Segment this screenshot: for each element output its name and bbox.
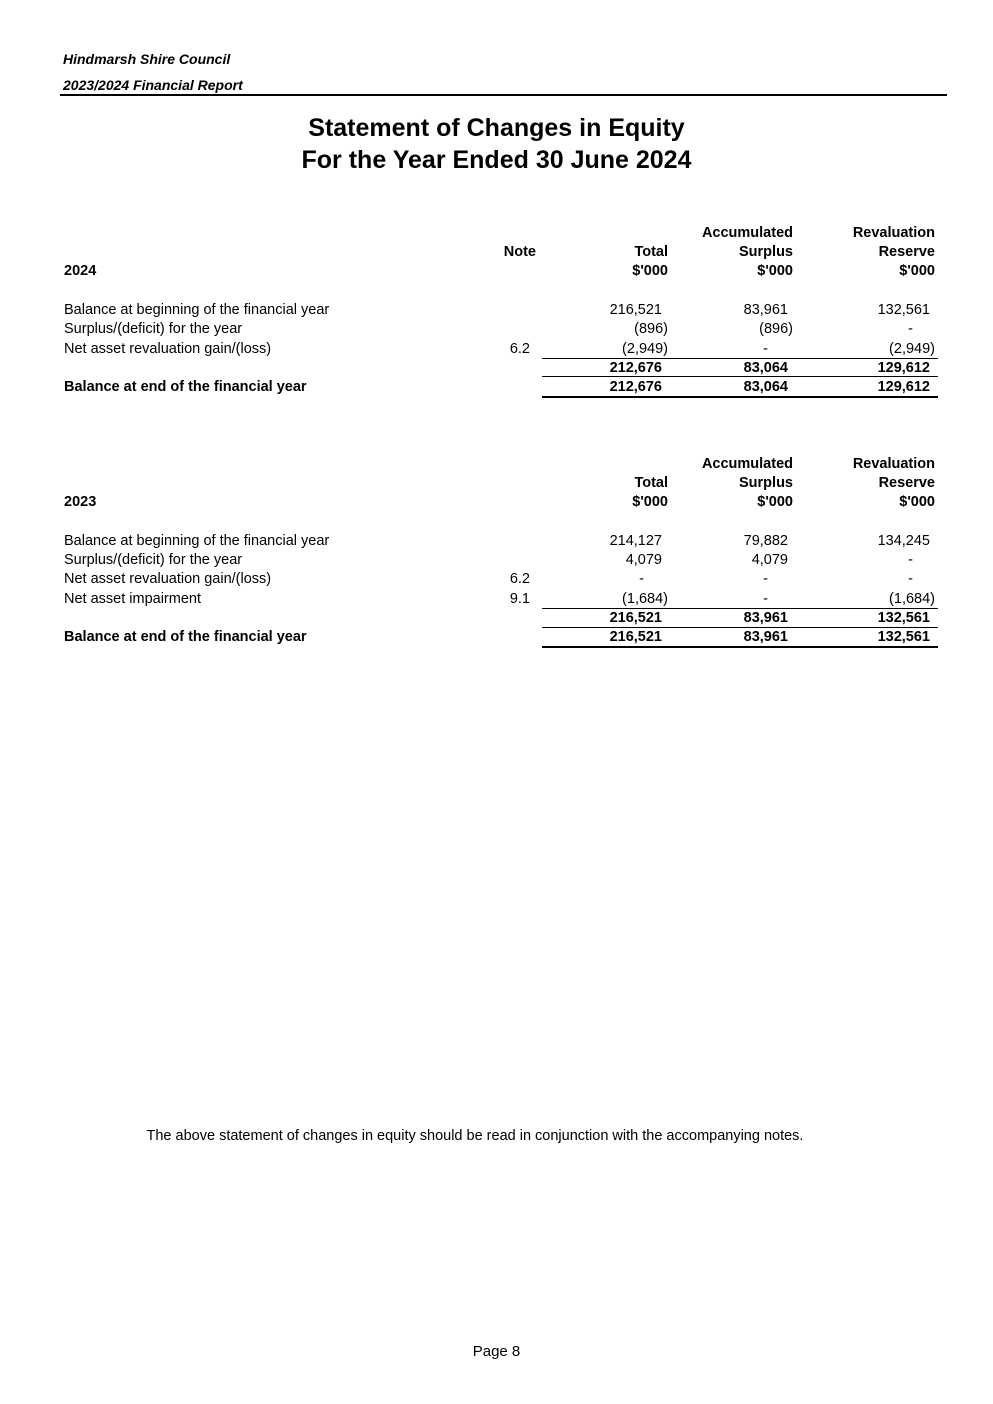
row-label: Balance at beginning of the financial year (64, 302, 330, 318)
row-accumulated: - (763, 341, 768, 357)
col-header-reserve: Reserve (878, 244, 935, 260)
row-label: Balance at beginning of the financial year (64, 533, 330, 549)
header-divider (60, 94, 947, 96)
row-total: 216,521 (609, 302, 662, 318)
closing-total: 216,521 (609, 629, 662, 645)
row-reserve: - (908, 571, 913, 587)
row-reserve: 134,245 (877, 533, 930, 549)
organisation-name: Hindmarsh Shire Council (63, 51, 231, 67)
row-note: 6.2 (509, 341, 530, 357)
subtotal-accumulated: 83,961 (743, 610, 788, 626)
row-label: Net asset impairment (64, 591, 201, 607)
col-unit-total: $'000 (632, 263, 668, 279)
closing-label: Balance at end of the financial year (64, 629, 307, 645)
row-total: (2,949) (622, 341, 668, 357)
col-unit-total: $'000 (632, 494, 668, 510)
row-accumulated: 4,079 (751, 552, 788, 568)
row-accumulated: 79,882 (743, 533, 788, 549)
closing-total: 212,676 (609, 379, 662, 395)
row-accumulated: - (763, 571, 768, 587)
row-label: Surplus/(deficit) for the year (64, 552, 243, 568)
page-subtitle: For the Year Ended 30 June 2024 (301, 146, 692, 174)
col-unit-reserve: $'000 (899, 263, 935, 279)
row-label: Net asset revaluation gain/(loss) (64, 341, 272, 357)
page-number: Page 8 (472, 1343, 521, 1360)
row-reserve: 132,561 (877, 302, 930, 318)
row-total: (1,684) (622, 591, 668, 607)
col-header-reserve: Reserve (878, 475, 935, 491)
row-label: Surplus/(deficit) for the year (64, 321, 243, 337)
year-label: 2024 (64, 263, 97, 279)
row-accumulated: - (763, 591, 768, 607)
col-unit-accumulated: $'000 (757, 263, 793, 279)
col-header-revaluation: Revaluation (852, 456, 935, 472)
row-accumulated: (896) (759, 321, 793, 337)
footnote: The above statement of changes in equity should be read in conjunction with the accompanying notes. (146, 1128, 804, 1144)
col-header-accumulated: Accumulated (701, 456, 793, 472)
closing-double-rule (542, 646, 938, 648)
row-total: 214,127 (609, 533, 662, 549)
report-name: 2023/2024 Financial Report (63, 77, 243, 93)
year-label: 2023 (64, 494, 97, 510)
row-total: (896) (634, 321, 668, 337)
closing-accumulated: 83,064 (743, 379, 788, 395)
page-title: Statement of Changes in Equity (308, 114, 685, 142)
col-header-revaluation: Revaluation (852, 225, 935, 241)
row-label: Net asset revaluation gain/(loss) (64, 571, 272, 587)
closing-accumulated: 83,961 (743, 629, 788, 645)
total-rule (542, 376, 938, 377)
row-reserve: - (908, 552, 913, 568)
subtotal-reserve: 132,561 (877, 610, 930, 626)
subtotal-total: 216,521 (609, 610, 662, 626)
closing-reserve: 129,612 (877, 379, 930, 395)
row-total: 4,079 (625, 552, 662, 568)
closing-double-rule (542, 396, 938, 398)
row-reserve: (1,684) (889, 591, 935, 607)
subtotal-total: 212,676 (609, 360, 662, 376)
col-unit-accumulated: $'000 (757, 494, 793, 510)
col-header-total: Total (634, 475, 668, 491)
closing-label: Balance at end of the financial year (64, 379, 307, 395)
row-accumulated: 83,961 (743, 302, 788, 318)
col-header-accumulated: Accumulated (701, 225, 793, 241)
subtotal-reserve: 129,612 (877, 360, 930, 376)
col-header-note: Note (503, 244, 536, 260)
row-reserve: (2,949) (889, 341, 935, 357)
col-header-surplus: Surplus (739, 244, 793, 260)
row-reserve: - (908, 321, 913, 337)
row-total: - (639, 571, 644, 587)
row-note: 9.1 (509, 591, 530, 607)
col-header-total: Total (634, 244, 668, 260)
col-unit-reserve: $'000 (899, 494, 935, 510)
subtotal-accumulated: 83,064 (743, 360, 788, 376)
col-header-surplus: Surplus (739, 475, 793, 491)
closing-reserve: 132,561 (877, 629, 930, 645)
row-note: 6.2 (509, 571, 530, 587)
